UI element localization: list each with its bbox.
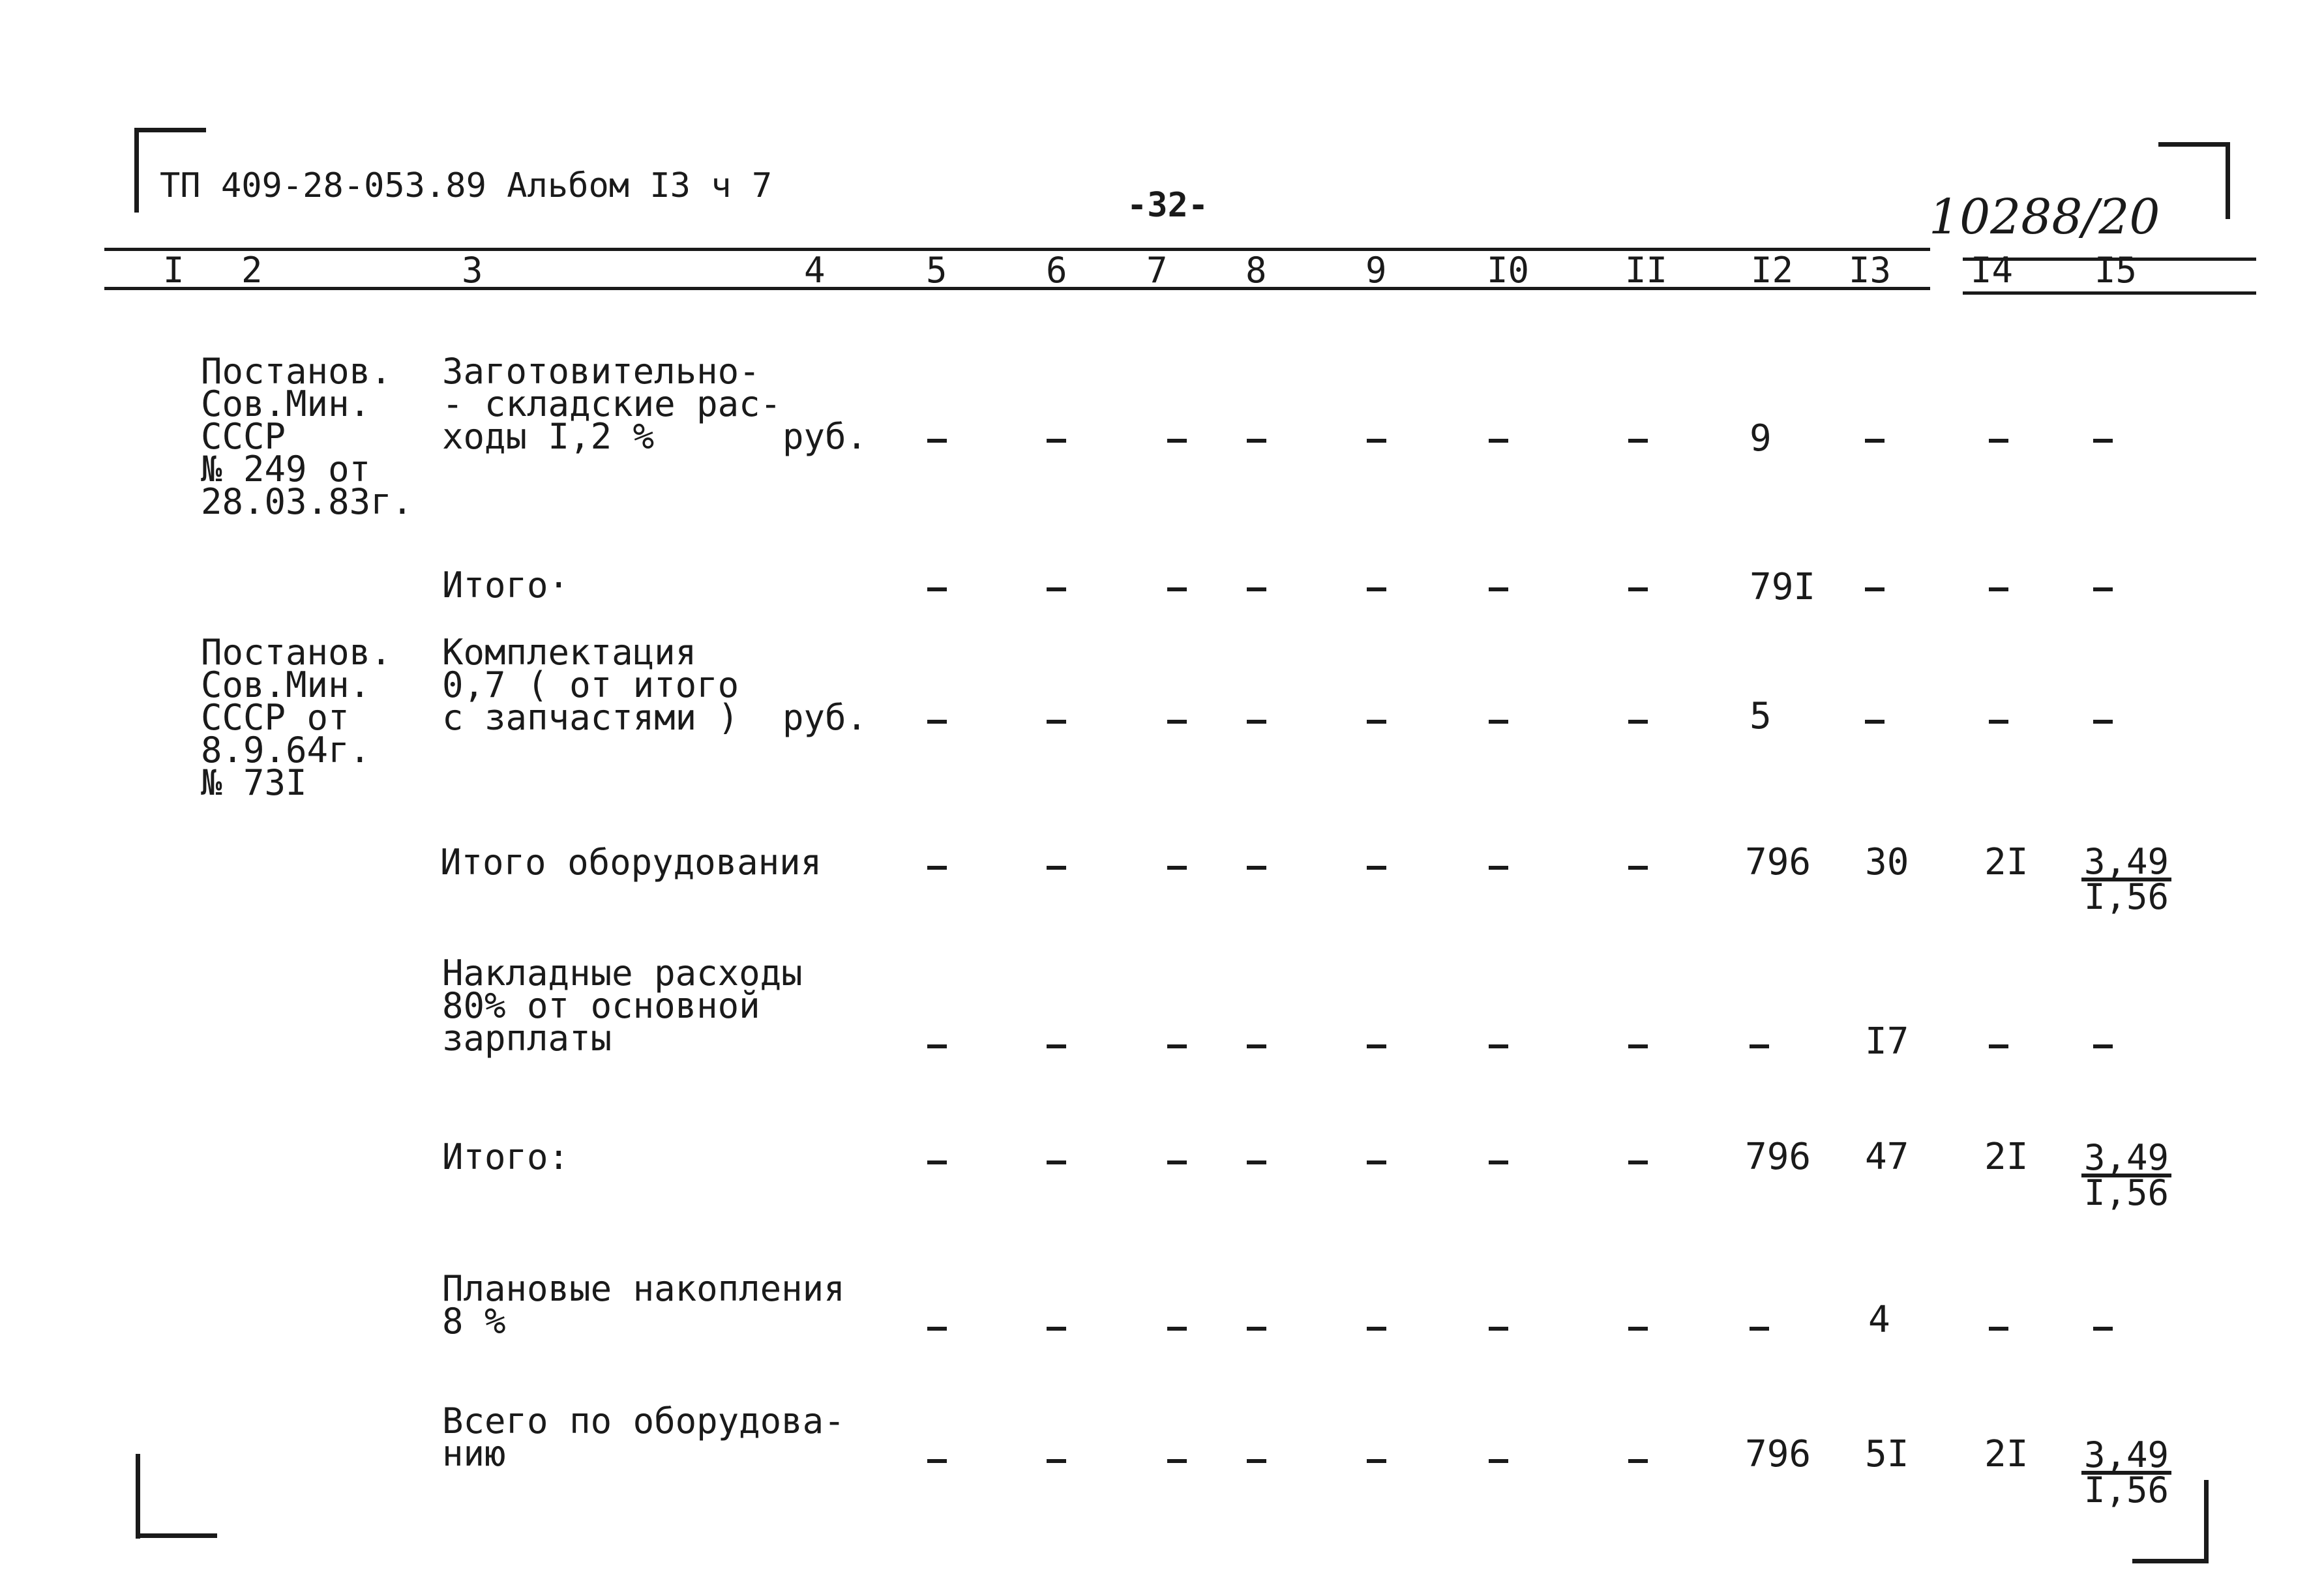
dash-col9	[1367, 1327, 1386, 1331]
document-reference: ТП 409-28-053.89 Альбом I3 ч 7	[160, 166, 773, 205]
column-number-11: II	[1625, 250, 1668, 291]
fraction-numerator: 3,49	[2081, 846, 2171, 881]
dash-col10	[1489, 720, 1508, 724]
dash-col5	[927, 1459, 947, 1463]
dash-col14	[1989, 1044, 2008, 1048]
value-col14: 2I	[1984, 1136, 2029, 1178]
dash-col9	[1367, 1160, 1386, 1164]
dash-col6	[1047, 1459, 1066, 1463]
dash-col9	[1367, 439, 1386, 443]
dash-col11	[1628, 439, 1648, 443]
dash-col13	[1865, 439, 1885, 443]
fraction-denominator: I,56	[2084, 876, 2169, 917]
dash-col11	[1628, 1044, 1648, 1048]
dash-col5	[927, 1160, 947, 1164]
dash-col13	[1865, 587, 1885, 591]
value-col12: 796	[1745, 841, 1811, 883]
dash-col5	[927, 1044, 947, 1048]
dash-col11	[1628, 587, 1648, 591]
fraction-denominator: I,56	[2084, 1470, 2169, 1511]
dash-col14	[1989, 720, 2008, 724]
dash-col11	[1628, 1327, 1648, 1331]
dash-col8	[1247, 866, 1266, 870]
dash-col11	[1628, 1459, 1648, 1463]
row-item-name: Всего по оборудова- нию	[442, 1400, 845, 1474]
row-item-name: Комплектация 0,7 ( от итого с запчастями )	[442, 632, 739, 738]
column-number-6: 6	[1046, 250, 1067, 291]
row-unit: руб.	[782, 416, 868, 457]
column-number-4: 4	[804, 250, 826, 291]
row-unit: руб.	[782, 697, 868, 738]
dash-col14	[1989, 439, 2008, 443]
column-header-bottom-rule-right	[1963, 291, 2256, 295]
dash-col15	[2093, 587, 2113, 591]
frame-corner-top-left-horizontal	[134, 128, 206, 132]
fraction-numerator: 3,49	[2081, 1440, 2171, 1475]
column-number-8: 8	[1245, 250, 1267, 291]
column-number-14: I4	[1971, 250, 2014, 291]
column-number-3: 3	[462, 250, 483, 291]
dash-col11	[1628, 720, 1648, 724]
dash-col7	[1167, 1459, 1187, 1463]
value-col12: 796	[1745, 1136, 1811, 1178]
column-number-1: I	[163, 250, 185, 291]
dash-col6	[1047, 866, 1066, 870]
frame-corner-bottom-left-horizontal	[136, 1533, 217, 1538]
column-number-15: I5	[2094, 250, 2138, 291]
dash-col7	[1167, 1327, 1187, 1331]
dash-col7	[1167, 1044, 1187, 1048]
page-number: -32-	[1127, 186, 1209, 225]
frame-corner-top-right-horizontal	[2158, 142, 2230, 147]
column-number-7: 7	[1146, 250, 1168, 291]
column-number-10: I0	[1487, 250, 1530, 291]
value-col12: 79I	[1750, 566, 1816, 608]
dash-col8	[1247, 1160, 1266, 1164]
row-item-name: Итого·	[442, 565, 570, 606]
fraction-col15	[2081, 1434, 2171, 1511]
value-col14: 2I	[1984, 1433, 2029, 1475]
column-number-12: I2	[1751, 250, 1794, 291]
dash-col7	[1167, 587, 1187, 591]
dash-col13	[1865, 720, 1885, 724]
dash-col8	[1247, 439, 1266, 443]
dash-col10	[1489, 866, 1508, 870]
dash-col8	[1247, 1327, 1266, 1331]
fraction-col15	[2081, 1137, 2171, 1213]
dash-col8	[1247, 1044, 1266, 1048]
dash-col15	[2093, 439, 2113, 443]
column-number-5: 5	[926, 250, 947, 291]
dash-col14	[1989, 1327, 2008, 1331]
value-col13: 5I	[1865, 1433, 1909, 1475]
frame-corner-bottom-right-horizontal	[2132, 1559, 2209, 1563]
value-col13: 4	[1868, 1299, 1890, 1341]
dash-col11	[1628, 866, 1648, 870]
handwritten-archive-code: 10288/20	[1929, 189, 2160, 245]
frame-corner-bottom-left-vertical	[136, 1454, 140, 1539]
dash-col15	[2093, 1044, 2113, 1048]
dash-col6	[1047, 1327, 1066, 1331]
row-basis-text: Постанов. Сов.Мин. СССР № 249 от 28.03.83г.	[201, 351, 413, 522]
column-number-13: I3	[1849, 250, 1892, 291]
frame-corner-top-right-vertical	[2226, 142, 2230, 219]
dash-col7	[1167, 866, 1187, 870]
dash-col9	[1367, 866, 1386, 870]
value-col13: 47	[1865, 1136, 1909, 1178]
dash-col9	[1367, 1459, 1386, 1463]
dash-col9	[1367, 720, 1386, 724]
dash-col10	[1489, 439, 1508, 443]
dash-col7	[1167, 720, 1187, 724]
value-col12: 796	[1745, 1433, 1811, 1475]
row-item-name: Заготовительно- - складские рас- ходы I,2 %	[442, 351, 782, 457]
row-item-name: Итого:	[442, 1136, 570, 1177]
dash-col5	[927, 866, 947, 870]
dash-col10	[1489, 1459, 1508, 1463]
dash-col12	[1750, 1044, 1769, 1048]
dash-col6	[1047, 1044, 1066, 1048]
dash-col15	[2093, 720, 2113, 724]
row-item-name: Итого оборудования	[440, 842, 822, 883]
dash-col8	[1247, 1459, 1266, 1463]
dash-col7	[1167, 439, 1187, 443]
dash-col5	[927, 439, 947, 443]
dash-col8	[1247, 720, 1266, 724]
dash-col6	[1047, 439, 1066, 443]
value-col12: 9	[1750, 417, 1772, 460]
dash-col8	[1247, 587, 1266, 591]
dash-col5	[927, 587, 947, 591]
fraction-col15	[2081, 841, 2171, 917]
fraction-denominator: I,56	[2084, 1172, 2169, 1213]
dash-col10	[1489, 587, 1508, 591]
dash-col15	[2093, 1327, 2113, 1331]
value-col13: 30	[1865, 841, 1909, 883]
dash-col10	[1489, 1160, 1508, 1164]
column-number-9: 9	[1365, 250, 1387, 291]
dash-col6	[1047, 1160, 1066, 1164]
fraction-numerator: 3,49	[2081, 1142, 2171, 1177]
dash-col5	[927, 720, 947, 724]
dash-col7	[1167, 1160, 1187, 1164]
dash-col9	[1367, 587, 1386, 591]
value-col13: I7	[1865, 1020, 1909, 1063]
dash-col11	[1628, 1160, 1648, 1164]
dash-col14	[1989, 587, 2008, 591]
dash-col6	[1047, 720, 1066, 724]
value-col12: 5	[1750, 695, 1772, 737]
dash-col10	[1489, 1327, 1508, 1331]
frame-corner-bottom-right-vertical	[2204, 1480, 2209, 1563]
frame-corner-top-left-vertical	[134, 128, 139, 213]
row-item-name: Накладные расходы 80% от основной зарплаты	[442, 953, 803, 1059]
value-col14: 2I	[1984, 841, 2029, 883]
column-number-2: 2	[241, 250, 263, 291]
dash-col10	[1489, 1044, 1508, 1048]
dash-col12	[1750, 1327, 1769, 1331]
dash-col6	[1047, 587, 1066, 591]
row-item-name: Плановые накопления 8 %	[442, 1268, 845, 1342]
dash-col9	[1367, 1044, 1386, 1048]
dash-col5	[927, 1327, 947, 1331]
row-basis-text: Постанов. Сов.Мин. СССР от 8.9.64г. № 73I	[201, 632, 392, 803]
